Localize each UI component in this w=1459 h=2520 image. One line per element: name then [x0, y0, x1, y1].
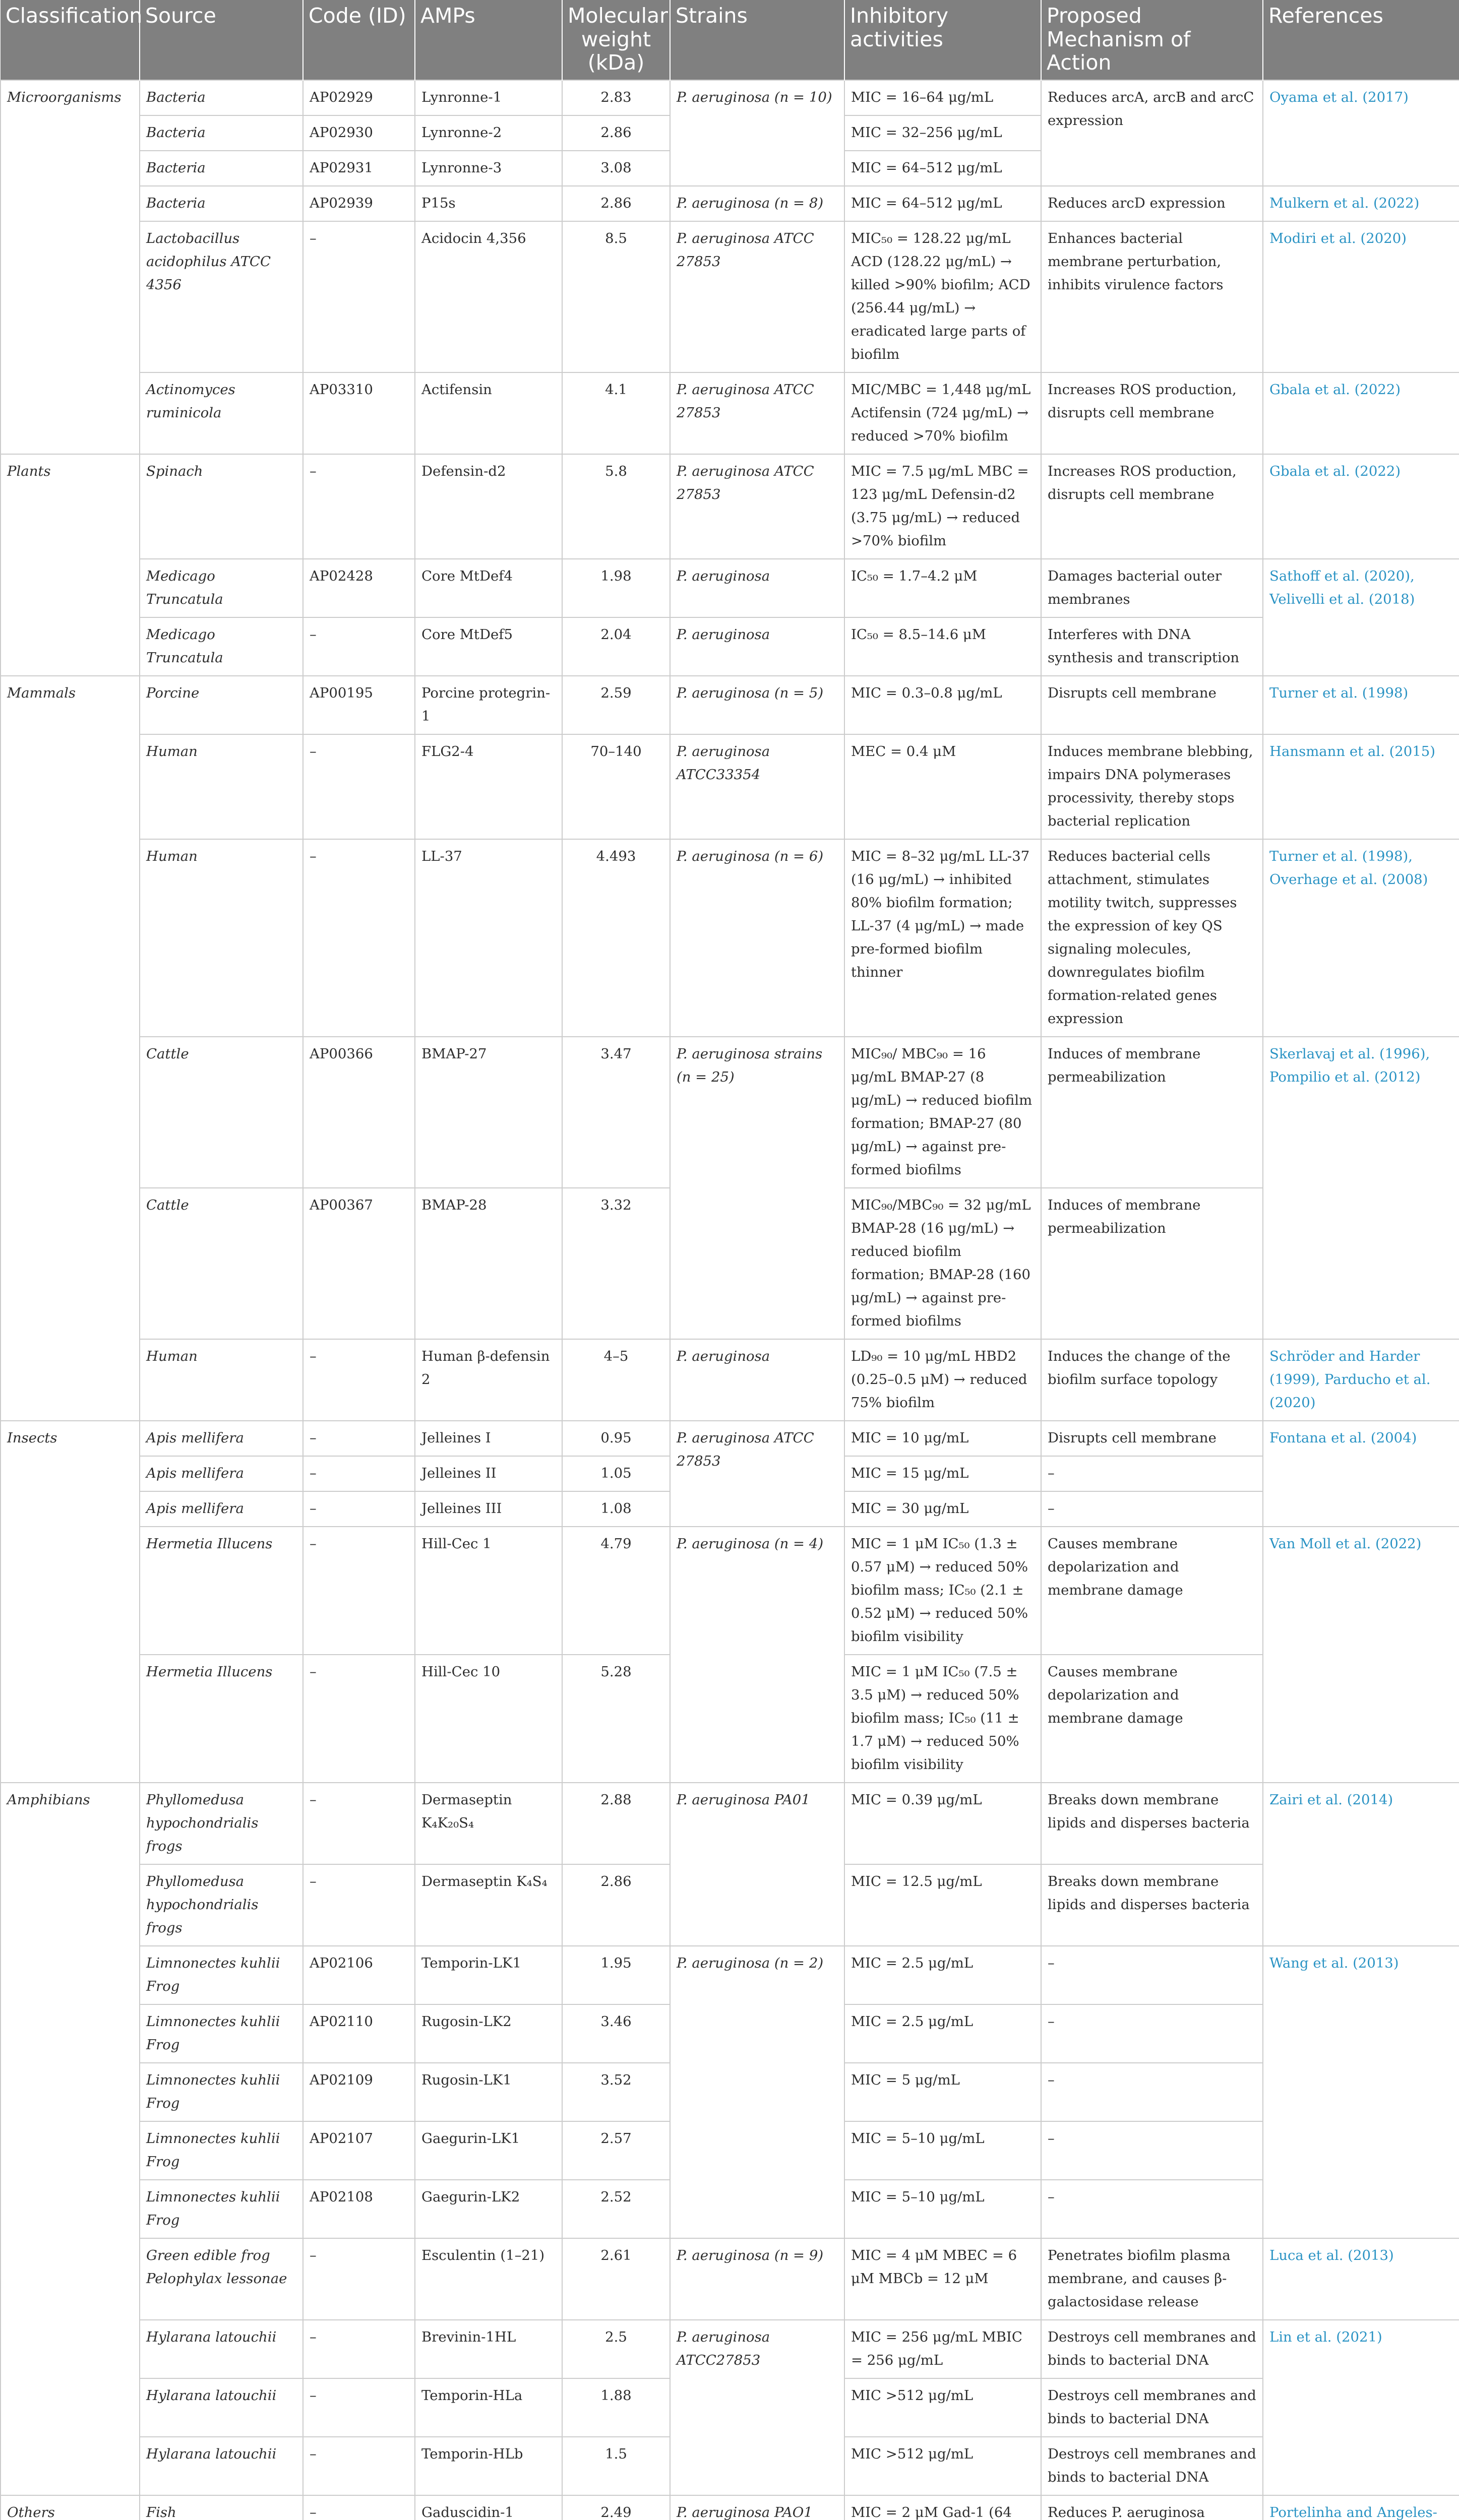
source-cell: Limnonectes kuhlii Frog — [140, 2004, 303, 2063]
inhibitory-activity-cell: MIC = 15 μg/mL — [844, 1456, 1041, 1491]
amp-cell: Human β-defensin 2 — [415, 1339, 562, 1421]
strain-cell: P. aeruginosa (n = 4) — [670, 1527, 844, 1783]
reference-cell: Gbala et al. (2022) — [1263, 372, 1459, 454]
source-cell: Hylarana latouchii — [140, 2437, 303, 2495]
table-row — [1, 454, 1459, 559]
amp-cell: Temporin-HLb — [415, 2437, 562, 2495]
amp-cell: P15s — [415, 186, 562, 221]
header-mechanism-of-action: Proposed Mechanism of Action — [1041, 0, 1263, 80]
source-cell: Hermetia Illucens — [140, 1527, 303, 1655]
code-cell: – — [303, 1864, 415, 1946]
source-cell: Limnonectes kuhlii Frog — [140, 1946, 303, 2004]
table-row — [1, 186, 1459, 221]
reference-cell: Portelinha and Angeles- — [1263, 2495, 1459, 2520]
table-row — [1, 1339, 1459, 1421]
classification-cell: Plants — [1, 454, 140, 676]
mechanism-cell: Causes membrane depolarization and membrane damage — [1041, 1655, 1263, 1783]
molecular-weight-cell: 4–5 — [562, 1339, 670, 1421]
code-cell: – — [303, 1456, 415, 1491]
source-cell: Fish — [140, 2495, 303, 2520]
molecular-weight-cell: 1.05 — [562, 1456, 670, 1491]
table-row — [1, 1783, 1459, 1864]
reference-cell: Hansmann et al. (2015) — [1263, 734, 1459, 839]
inhibitory-activity-cell: MIC = 1 μM IC₅₀ (1.3 ± 0.57 μM) → reduced 50% biofilm mass; IC₅₀ (2.1 ± 0.52 μM) → reduced 50% biofilm visibility — [844, 1527, 1041, 1655]
table-row — [1, 1946, 1459, 2004]
reference-cell: Luca et al. (2013) — [1263, 2238, 1459, 2320]
source-cell: Phyllomedusa hypochondrialis frogs — [140, 1783, 303, 1864]
code-cell: – — [303, 1783, 415, 1864]
inhibitory-activity-cell: MIC = 10 μg/mL — [844, 1421, 1041, 1456]
mechanism-cell: Reduces arcD expression — [1041, 186, 1263, 221]
source-cell: Human — [140, 734, 303, 839]
code-cell: – — [303, 221, 415, 372]
molecular-weight-cell: 0.95 — [562, 1421, 670, 1456]
source-cell: Green edible frog Pelophylax lessonae — [140, 2238, 303, 2320]
mechanism-cell: Increases ROS production, disrupts cell membrane — [1041, 372, 1263, 454]
inhibitory-activity-cell: MIC >512 μg/mL — [844, 2437, 1041, 2495]
molecular-weight-cell: 2.88 — [562, 1783, 670, 1864]
table-row — [1, 2238, 1459, 2320]
code-cell: AP02107 — [303, 2121, 415, 2180]
molecular-weight-cell: 5.28 — [562, 1655, 670, 1783]
reference-cell: Mulkern et al. (2022) — [1263, 186, 1459, 221]
molecular-weight-cell: 3.08 — [562, 151, 670, 186]
amp-cell: Actifensin — [415, 372, 562, 454]
inhibitory-activity-cell: MIC = 5–10 μg/mL — [844, 2180, 1041, 2238]
molecular-weight-cell: 3.32 — [562, 1188, 670, 1339]
molecular-weight-cell: 2.86 — [562, 115, 670, 151]
amp-cell: Gaegurin-LK2 — [415, 2180, 562, 2238]
source-cell: Porcine — [140, 676, 303, 734]
code-cell: AP00366 — [303, 1037, 415, 1188]
mechanism-cell: Reduces P. aeruginosa — [1041, 2495, 1263, 2520]
strain-cell: P. aeruginosa PA01 — [670, 1783, 844, 1946]
strain-cell: P. aeruginosa (n = 10) — [670, 80, 844, 186]
amp-cell: Temporin-HLa — [415, 2378, 562, 2437]
reference-cell: Van Moll et al. (2022) — [1263, 1527, 1459, 1783]
mechanism-cell: Disrupts cell membrane — [1041, 1421, 1263, 1456]
mechanism-cell: – — [1041, 2180, 1263, 2238]
molecular-weight-cell: 4.1 — [562, 372, 670, 454]
classification-cell: Amphibians — [1, 1783, 140, 2495]
molecular-weight-cell: 2.61 — [562, 2238, 670, 2320]
amp-cell: Jelleines II — [415, 1456, 562, 1491]
reference-cell: Modiri et al. (2020) — [1263, 221, 1459, 372]
inhibitory-activity-cell: MIC/MBC = 1,448 μg/mL Actifensin (724 μg/mL) → reduced >70% biofilm — [844, 372, 1041, 454]
header-code-id: Code (ID) — [303, 0, 415, 80]
mechanism-cell: Reduces arcA, arcB and arcC expression — [1041, 80, 1263, 186]
source-cell: Limnonectes kuhlii Frog — [140, 2180, 303, 2238]
source-cell: Human — [140, 1339, 303, 1421]
inhibitory-activity-cell: MIC = 0.3–0.8 μg/mL — [844, 676, 1041, 734]
source-cell: Cattle — [140, 1037, 303, 1188]
mechanism-cell: – — [1041, 2004, 1263, 2063]
table-row — [1, 559, 1459, 617]
mechanism-cell: Destroys cell membranes and binds to bacterial DNA — [1041, 2320, 1263, 2378]
inhibitory-activity-cell: MIC = 0.39 μg/mL — [844, 1783, 1041, 1864]
strain-cell: P. aeruginosa (n = 5) — [670, 676, 844, 734]
code-cell: AP02929 — [303, 80, 415, 115]
source-cell: Human — [140, 839, 303, 1037]
amp-cell: Rugosin-LK1 — [415, 2063, 562, 2121]
source-cell: Apis mellifera — [140, 1421, 303, 1456]
mechanism-cell: Penetrates biofilm plasma membrane, and causes β-galactosidase release — [1041, 2238, 1263, 2320]
code-cell: – — [303, 1339, 415, 1421]
strain-cell: P. aeruginosa (n = 9) — [670, 2238, 844, 2320]
amp-cell: Lynronne-2 — [415, 115, 562, 151]
code-cell: – — [303, 1491, 415, 1527]
molecular-weight-cell: 2.04 — [562, 617, 670, 676]
inhibitory-activity-cell: MIC = 30 μg/mL — [844, 1491, 1041, 1527]
molecular-weight-cell: 2.86 — [562, 1864, 670, 1946]
molecular-weight-cell: 1.5 — [562, 2437, 670, 2495]
mechanism-cell: Destroys cell membranes and binds to bacterial DNA — [1041, 2378, 1263, 2437]
amp-cell: Dermaseptin K₄K₂₀S₄ — [415, 1783, 562, 1864]
inhibitory-activity-cell: MIC = 64–512 μg/mL — [844, 186, 1041, 221]
source-cell: Bacteria — [140, 186, 303, 221]
header-strains: Strains — [670, 0, 844, 80]
strain-cell: P. aeruginosa — [670, 559, 844, 617]
mechanism-cell: Induces of membrane permeabilization — [1041, 1037, 1263, 1188]
mechanism-cell: Breaks down membrane lipids and disperses bacteria — [1041, 1864, 1263, 1946]
amp-cell: Temporin-LK1 — [415, 1946, 562, 2004]
amp-cell: Hill-Cec 1 — [415, 1527, 562, 1655]
amp-cell: BMAP-27 — [415, 1037, 562, 1188]
code-cell: AP00367 — [303, 1188, 415, 1339]
source-cell: Hylarana latouchii — [140, 2320, 303, 2378]
table-row — [1, 1421, 1459, 1456]
inhibitory-activity-cell: MEC = 0.4 μM — [844, 734, 1041, 839]
header-source: Source — [140, 0, 303, 80]
molecular-weight-cell: 1.95 — [562, 1946, 670, 2004]
code-cell: AP02109 — [303, 2063, 415, 2121]
reference-cell: Sathoff et al. (2020), Velivelli et al. (2018) — [1263, 559, 1459, 676]
reference-cell: Gbala et al. (2022) — [1263, 454, 1459, 559]
molecular-weight-cell: 3.46 — [562, 2004, 670, 2063]
code-cell: – — [303, 2320, 415, 2378]
header-classification: Classification — [1, 0, 140, 80]
reference-cell: Turner et al. (1998) — [1263, 676, 1459, 734]
source-cell: Lactobacillus acidophilus ATCC 4356 — [140, 221, 303, 372]
source-cell: Bacteria — [140, 151, 303, 186]
code-cell: – — [303, 617, 415, 676]
mechanism-cell: Reduces bacterial cells attachment, stimulates motility twitch, suppresses the expression of key QS signaling molecules, downregulates biofilm formation-related genes expression — [1041, 839, 1263, 1037]
table-row — [1, 734, 1459, 839]
inhibitory-activity-cell: MIC₅₀ = 128.22 μg/mL ACD (128.22 μg/mL) → killed >90% biofilm; ACD (256.44 μg/mL) → eradicated large parts of biofilm — [844, 221, 1041, 372]
molecular-weight-cell: 4.493 — [562, 839, 670, 1037]
table-row — [1, 80, 1459, 115]
table-row — [1, 617, 1459, 676]
source-cell: Limnonectes kuhlii Frog — [140, 2121, 303, 2180]
inhibitory-activity-cell: MIC = 32–256 μg/mL — [844, 115, 1041, 151]
table-row — [1, 1527, 1459, 1655]
source-cell: Limnonectes kuhlii Frog — [140, 2063, 303, 2121]
table-row — [1, 839, 1459, 1037]
source-cell: Medicago Truncatula — [140, 617, 303, 676]
source-cell: Bacteria — [140, 80, 303, 115]
mechanism-cell: – — [1041, 2121, 1263, 2180]
strain-cell: P. aeruginosa (n = 2) — [670, 1946, 844, 2238]
inhibitory-activity-cell: MIC = 5 μg/mL — [844, 2063, 1041, 2121]
amp-cell: Esculentin (1–21) — [415, 2238, 562, 2320]
amp-cell: Defensin-d2 — [415, 454, 562, 559]
source-cell: Hylarana latouchii — [140, 2378, 303, 2437]
mechanism-cell: – — [1041, 1491, 1263, 1527]
molecular-weight-cell: 4.79 — [562, 1527, 670, 1655]
mechanism-cell: Breaks down membrane lipids and disperses bacteria — [1041, 1783, 1263, 1864]
inhibitory-activity-cell: MIC = 16–64 μg/mL — [844, 80, 1041, 115]
code-cell: AP02939 — [303, 186, 415, 221]
classification-cell: Mammals — [1, 676, 140, 1421]
strain-cell: P. aeruginosa ATCC 27853 — [670, 372, 844, 454]
strain-cell: P. aeruginosa (n = 6) — [670, 839, 844, 1037]
molecular-weight-cell: 3.52 — [562, 2063, 670, 2121]
inhibitory-activity-cell: MIC = 2.5 μg/mL — [844, 1946, 1041, 2004]
amp-cell: Brevinin-1HL — [415, 2320, 562, 2378]
code-cell: AP00195 — [303, 676, 415, 734]
reference-cell: Fontana et al. (2004) — [1263, 1421, 1459, 1527]
reference-cell: Schröder and Harder (1999), Parducho et al. (2020) — [1263, 1339, 1459, 1421]
amp-cell: LL-37 — [415, 839, 562, 1037]
header-references: References — [1263, 0, 1459, 80]
molecular-weight-cell: 1.88 — [562, 2378, 670, 2437]
molecular-weight-cell: 2.86 — [562, 186, 670, 221]
molecular-weight-cell: 1.08 — [562, 1491, 670, 1527]
header-row — [1, 0, 1459, 80]
code-cell: – — [303, 734, 415, 839]
code-cell: – — [303, 2437, 415, 2495]
code-cell: AP02106 — [303, 1946, 415, 2004]
mechanism-cell: Induces of membrane permeabilization — [1041, 1188, 1263, 1339]
inhibitory-activity-cell: MIC = 7.5 μg/mL MBC = 123 μg/mL Defensin-d2 (3.75 μg/mL) → reduced >70% biofilm — [844, 454, 1041, 559]
source-cell: Actinomyces ruminicola — [140, 372, 303, 454]
amp-cell: Gaduscidin-1 — [415, 2495, 562, 2520]
source-cell: Medicago Truncatula — [140, 559, 303, 617]
code-cell: AP02930 — [303, 115, 415, 151]
table-body — [1, 80, 1459, 2520]
code-cell: – — [303, 1527, 415, 1655]
inhibitory-activity-cell: MIC = 2.5 μg/mL — [844, 2004, 1041, 2063]
code-cell: AP02110 — [303, 2004, 415, 2063]
mechanism-cell: Disrupts cell membrane — [1041, 676, 1263, 734]
strain-cell: P. aeruginosa ATCC27853 — [670, 2320, 844, 2495]
source-cell: Hermetia Illucens — [140, 1655, 303, 1783]
table-row — [1, 2320, 1459, 2378]
amp-cell: Acidocin 4,356 — [415, 221, 562, 372]
code-cell: AP02108 — [303, 2180, 415, 2238]
code-cell: – — [303, 454, 415, 559]
source-cell: Cattle — [140, 1188, 303, 1339]
molecular-weight-cell: 2.5 — [562, 2320, 670, 2378]
inhibitory-activity-cell: MIC = 4 μM MBEC = 6 μM MBCb = 12 μM — [844, 2238, 1041, 2320]
source-cell: Apis mellifera — [140, 1456, 303, 1491]
source-cell: Bacteria — [140, 115, 303, 151]
amp-cell: Lynronne-3 — [415, 151, 562, 186]
molecular-weight-cell: 1.98 — [562, 559, 670, 617]
code-cell: – — [303, 1655, 415, 1783]
mechanism-cell: Induces the change of the biofilm surface topology — [1041, 1339, 1263, 1421]
mechanism-cell: – — [1041, 2063, 1263, 2121]
reference-cell: Oyama et al. (2017) — [1263, 80, 1459, 186]
table-row — [1, 2495, 1459, 2520]
source-cell: Spinach — [140, 454, 303, 559]
amp-cell: Core MtDef4 — [415, 559, 562, 617]
molecular-weight-cell: 2.57 — [562, 2121, 670, 2180]
amp-cell: Gaegurin-LK1 — [415, 2121, 562, 2180]
molecular-weight-cell: 5.8 — [562, 454, 670, 559]
code-cell: – — [303, 2378, 415, 2437]
inhibitory-activity-cell: MIC = 256 μg/mL MBIC = 256 μg/mL — [844, 2320, 1041, 2378]
mechanism-cell: Destroys cell membranes and binds to bacterial DNA — [1041, 2437, 1263, 2495]
table-row — [1, 1037, 1459, 1188]
inhibitory-activity-cell: MIC = 2 μM Gad-1 (64 — [844, 2495, 1041, 2520]
molecular-weight-cell: 2.49 — [562, 2495, 670, 2520]
table-row — [1, 372, 1459, 454]
strain-cell: P. aeruginosa PAO1 — [670, 2495, 844, 2520]
molecular-weight-cell: 8.5 — [562, 221, 670, 372]
strain-cell: P. aeruginosa — [670, 1339, 844, 1421]
molecular-weight-cell: 3.47 — [562, 1037, 670, 1188]
mechanism-cell: – — [1041, 1456, 1263, 1491]
classification-cell: Others — [1, 2495, 140, 2520]
reference-cell: Zairi et al. (2014) — [1263, 1783, 1459, 1946]
code-cell: AP02931 — [303, 151, 415, 186]
source-cell: Apis mellifera — [140, 1491, 303, 1527]
inhibitory-activity-cell: MIC >512 μg/mL — [844, 2378, 1041, 2437]
code-cell: – — [303, 2238, 415, 2320]
table-row — [1, 676, 1459, 734]
mechanism-cell: Damages bacterial outer membranes — [1041, 559, 1263, 617]
header-amps: AMPs — [415, 0, 562, 80]
inhibitory-activity-cell: MIC = 5–10 μg/mL — [844, 2121, 1041, 2180]
reference-cell: Turner et al. (1998), Overhage et al. (2008) — [1263, 839, 1459, 1037]
inhibitory-activity-cell: MIC = 64–512 μg/mL — [844, 151, 1041, 186]
inhibitory-activity-cell: MIC₉₀/ MBC₉₀ = 16 μg/mL BMAP-27 (8 μg/mL) → reduced biofilm formation; BMAP-27 (80 μg/mL) → against pre-formed biofilms — [844, 1037, 1041, 1188]
molecular-weight-cell: 2.59 — [562, 676, 670, 734]
inhibitory-activity-cell: MIC₉₀/MBC₉₀ = 32 μg/mL BMAP-28 (16 μg/mL) → reduced biofilm formation; BMAP-28 (160 μg/mL) → against pre-formed biofilms — [844, 1188, 1041, 1339]
strain-cell: P. aeruginosa — [670, 617, 844, 676]
table-row — [1, 221, 1459, 372]
inhibitory-activity-cell: MIC = 1 μM IC₅₀ (7.5 ± 3.5 μM) → reduced 50% biofilm mass; IC₅₀ (11 ± 1.7 μM) → reduced 50% biofilm visibility — [844, 1655, 1041, 1783]
classification-cell: Microorganisms — [1, 80, 140, 454]
inhibitory-activity-cell: IC₅₀ = 1.7–4.2 μM — [844, 559, 1041, 617]
molecular-weight-cell: 2.52 — [562, 2180, 670, 2238]
inhibitory-activity-cell: LD₉₀ = 10 μg/mL HBD2 (0.25–0.5 μM) → reduced 75% biofilm — [844, 1339, 1041, 1421]
mechanism-cell: Induces membrane blebbing, impairs DNA polymerases processivity, thereby stops bacterial replication — [1041, 734, 1263, 839]
amp-cell: Rugosin-LK2 — [415, 2004, 562, 2063]
amp-cell: FLG2-4 — [415, 734, 562, 839]
strain-cell: P. aeruginosa (n = 8) — [670, 186, 844, 221]
code-cell: – — [303, 2495, 415, 2520]
mechanism-cell: Causes membrane depolarization and membrane damage — [1041, 1527, 1263, 1655]
reference-cell: Lin et al. (2021) — [1263, 2320, 1459, 2495]
molecular-weight-cell: 70–140 — [562, 734, 670, 839]
mechanism-cell: – — [1041, 1946, 1263, 2004]
amp-cell: Jelleines III — [415, 1491, 562, 1527]
inhibitory-activity-cell: IC₅₀ = 8.5–14.6 μM — [844, 617, 1041, 676]
amp-cell: Core MtDef5 — [415, 617, 562, 676]
amp-cell: Dermaseptin K₄S₄ — [415, 1864, 562, 1946]
header-molecular-weight: Molecular weight (kDa) — [562, 0, 670, 80]
header-inhibitory-activities: Inhibitory activities — [844, 0, 1041, 80]
mechanism-cell: Interferes with DNA synthesis and transcription — [1041, 617, 1263, 676]
reference-cell: Wang et al. (2013) — [1263, 1946, 1459, 2238]
strain-cell: P. aeruginosa ATCC 27853 — [670, 221, 844, 372]
strain-cell: P. aeruginosa ATCC 27853 — [670, 454, 844, 559]
inhibitory-activity-cell: MIC = 12.5 μg/mL — [844, 1864, 1041, 1946]
code-cell: AP03310 — [303, 372, 415, 454]
amp-cell: BMAP-28 — [415, 1188, 562, 1339]
code-cell: – — [303, 839, 415, 1037]
code-cell: AP02428 — [303, 559, 415, 617]
strain-cell: P. aeruginosa ATCC33354 — [670, 734, 844, 839]
amp-cell: Hill-Cec 10 — [415, 1655, 562, 1783]
code-cell: – — [303, 1421, 415, 1456]
amp-cell: Jelleines I — [415, 1421, 562, 1456]
mechanism-cell: Enhances bacterial membrane perturbation, inhibits virulence factors — [1041, 221, 1263, 372]
reference-cell: Skerlavaj et al. (1996), Pompilio et al. (2012) — [1263, 1037, 1459, 1339]
source-cell: Phyllomedusa hypochondrialis frogs — [140, 1864, 303, 1946]
strain-cell: P. aeruginosa strains (n = 25) — [670, 1037, 844, 1339]
strain-cell: P. aeruginosa ATCC 27853 — [670, 1421, 844, 1527]
amp-cell: Lynronne-1 — [415, 80, 562, 115]
mechanism-cell: Increases ROS production, disrupts cell membrane — [1041, 454, 1263, 559]
inhibitory-activity-cell: MIC = 8–32 μg/mL LL-37 (16 μg/mL) → inhibited 80% biofilm formation; LL-37 (4 μg/mL) → made pre-formed biofilm thinner — [844, 839, 1041, 1037]
amp-cell: Porcine protegrin-1 — [415, 676, 562, 734]
classification-cell: Insects — [1, 1421, 140, 1783]
molecular-weight-cell: 2.83 — [562, 80, 670, 115]
